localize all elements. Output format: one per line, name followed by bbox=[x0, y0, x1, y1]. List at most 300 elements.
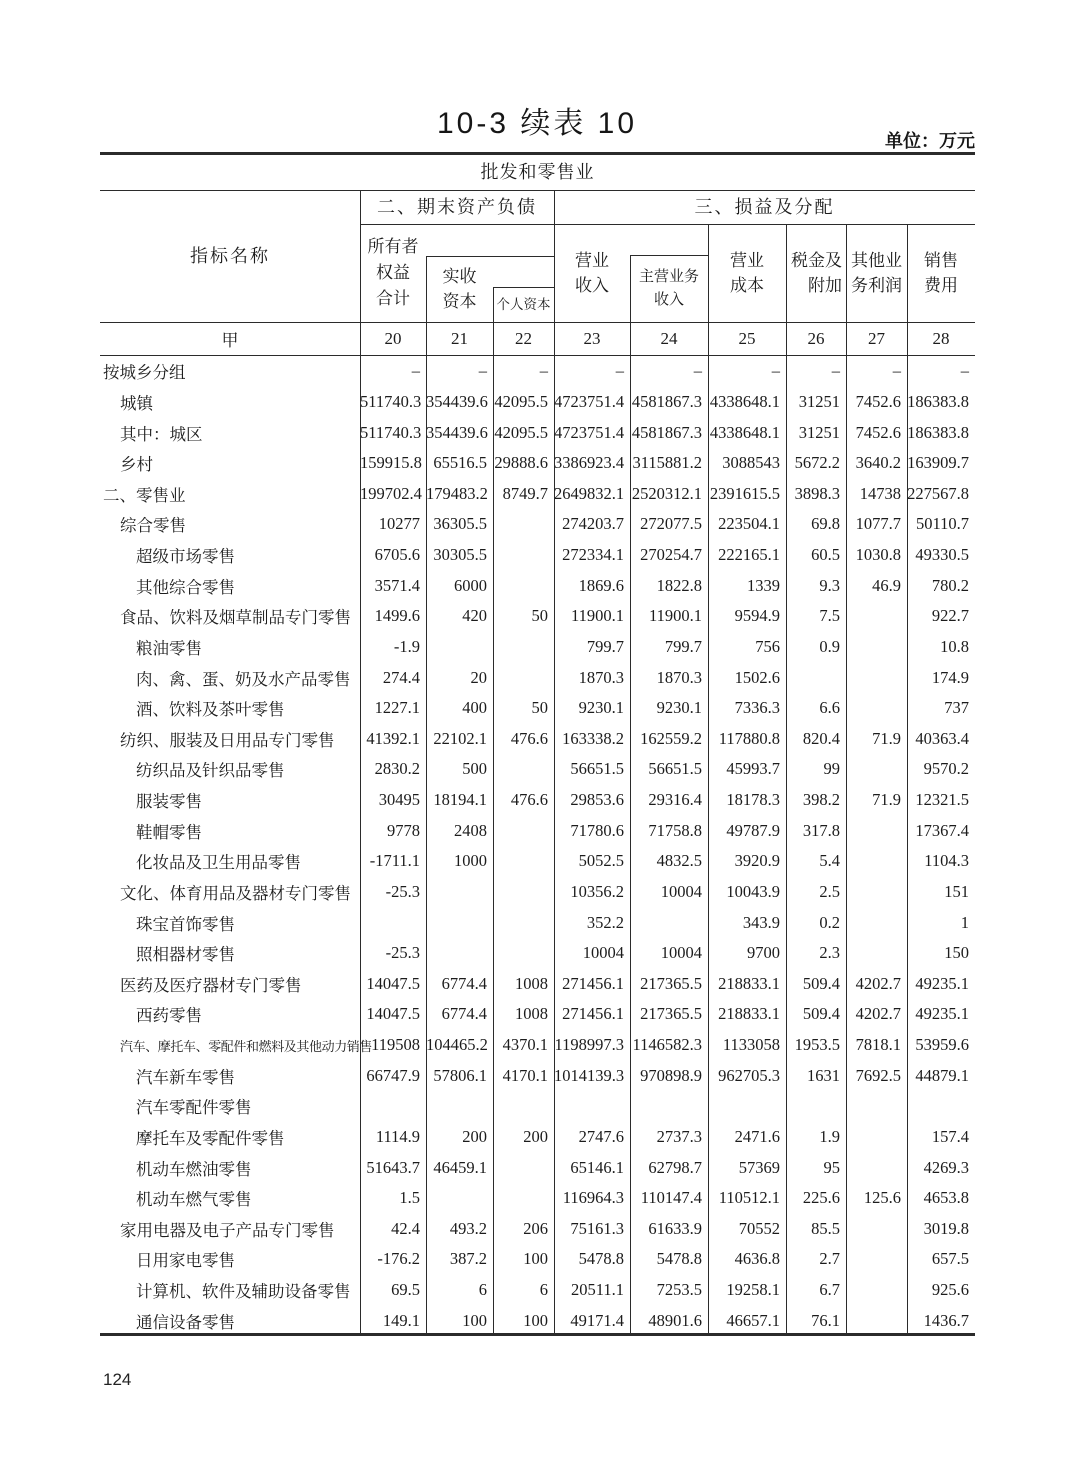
col-header-taxes-surcharges: 税金及 附加 bbox=[791, 251, 842, 295]
value-cell: 1008 bbox=[515, 1004, 548, 1024]
value-cell: 1014139.3 bbox=[554, 1065, 625, 1085]
table-row bbox=[100, 1214, 975, 1245]
value-cell: 2737.3 bbox=[656, 1126, 702, 1146]
value-cell: 509.4 bbox=[802, 973, 840, 993]
row-label: 家用电器及电子产品专门零售 bbox=[120, 1220, 335, 1240]
value-cell: 56651.5 bbox=[648, 759, 702, 779]
value-cell: 420 bbox=[462, 606, 487, 626]
col-header-paidin-capital: 实收 资本 bbox=[442, 267, 477, 311]
value-cell: 1030.8 bbox=[855, 545, 901, 565]
value-cell: 271456.1 bbox=[562, 1004, 624, 1024]
unit-label: 单位：万元 bbox=[885, 131, 975, 151]
value-cell: 206 bbox=[523, 1218, 548, 1238]
table-row bbox=[100, 815, 975, 846]
value-cell: 1198997.3 bbox=[554, 1035, 624, 1055]
value-cell: 222165.1 bbox=[718, 545, 780, 565]
value-cell: 5052.5 bbox=[578, 851, 624, 871]
code-26: 26 bbox=[807, 328, 825, 348]
value-cell: 76.1 bbox=[811, 1310, 840, 1330]
value-cell: 4338648.1 bbox=[709, 422, 780, 442]
value-cell: 970898.9 bbox=[640, 1065, 702, 1085]
value-cell: 511740.3 bbox=[360, 391, 422, 411]
row-label: 通信设备零售 bbox=[136, 1312, 235, 1332]
table-body bbox=[100, 356, 975, 1336]
row-label: 汽车、摩托车、零配件和燃料及其他动力销售 bbox=[120, 1038, 373, 1054]
col-header-other-business-profit: 其他业 务利润 bbox=[851, 251, 902, 295]
value-cell: 2830.2 bbox=[374, 759, 420, 779]
row-label: 珠宝首饰零售 bbox=[136, 914, 235, 934]
table-row bbox=[100, 662, 975, 693]
value-cell: 42095.5 bbox=[494, 391, 548, 411]
value-cell: 387.2 bbox=[449, 1249, 487, 1269]
value-cell: – bbox=[892, 361, 901, 381]
value-cell: 4170.1 bbox=[502, 1065, 548, 1085]
value-cell: 5478.8 bbox=[578, 1249, 624, 1269]
value-cell: 179483.2 bbox=[426, 483, 488, 503]
value-cell: 493.2 bbox=[449, 1218, 487, 1238]
value-cell: 509.4 bbox=[802, 1004, 840, 1024]
row-label: 酒、饮料及茶叶零售 bbox=[136, 700, 285, 720]
value-cell: 42095.5 bbox=[494, 422, 548, 442]
value-cell: 799.7 bbox=[586, 636, 624, 656]
row-label: 汽车新车零售 bbox=[136, 1067, 235, 1087]
value-cell: 3386923.4 bbox=[554, 453, 625, 473]
value-cell: 9.3 bbox=[819, 575, 840, 595]
value-cell: 69.5 bbox=[391, 1280, 420, 1300]
value-cell: 48901.6 bbox=[648, 1310, 702, 1330]
value-cell: 272334.1 bbox=[562, 545, 624, 565]
value-cell: – bbox=[831, 361, 840, 381]
value-cell: 65146.1 bbox=[570, 1157, 624, 1177]
value-cell: 398.2 bbox=[802, 790, 840, 810]
value-cell: 5478.8 bbox=[656, 1249, 702, 1269]
value-cell: 4269.3 bbox=[923, 1157, 969, 1177]
value-cell: 657.5 bbox=[931, 1249, 969, 1269]
value-cell: 2.3 bbox=[819, 943, 840, 963]
value-cell: 3640.2 bbox=[855, 453, 901, 473]
value-cell: 511740.3 bbox=[360, 422, 422, 442]
value-cell: 271456.1 bbox=[562, 973, 624, 993]
value-cell: 8749.7 bbox=[502, 483, 548, 503]
table-row bbox=[100, 693, 975, 724]
value-cell: 53959.6 bbox=[915, 1035, 969, 1055]
value-cell: 100 bbox=[523, 1249, 548, 1269]
value-cell: 4202.7 bbox=[855, 973, 901, 993]
value-cell: 2471.6 bbox=[734, 1126, 780, 1146]
value-cell: 1953.5 bbox=[794, 1035, 840, 1055]
value-cell: 9230.1 bbox=[578, 698, 624, 718]
value-cell: 186383.8 bbox=[907, 391, 969, 411]
value-cell: 45993.7 bbox=[726, 759, 780, 779]
row-label: 机动车燃气零售 bbox=[136, 1190, 252, 1210]
value-cell: 354439.6 bbox=[426, 391, 488, 411]
value-cell: 36305.5 bbox=[433, 514, 487, 534]
row-label: 汽车零配件零售 bbox=[136, 1098, 252, 1118]
value-cell: 1008 bbox=[515, 973, 548, 993]
row-label: 服装零售 bbox=[136, 792, 202, 812]
value-cell: 7818.1 bbox=[855, 1035, 901, 1055]
value-cell: 9778 bbox=[387, 820, 420, 840]
value-cell: 1822.8 bbox=[656, 575, 702, 595]
value-cell: 125.6 bbox=[863, 1188, 901, 1208]
value-cell: 51643.7 bbox=[366, 1157, 420, 1177]
row-label: 食品、饮料及烟草制品专门零售 bbox=[120, 608, 351, 628]
table-row bbox=[100, 1091, 975, 1122]
value-cell: 1146582.3 bbox=[632, 1035, 702, 1055]
table-row bbox=[100, 509, 975, 540]
value-cell: 9230.1 bbox=[656, 698, 702, 718]
value-cell: 2520312.1 bbox=[631, 483, 702, 503]
value-cell: 46657.1 bbox=[726, 1310, 780, 1330]
value-cell: 100 bbox=[462, 1310, 487, 1330]
value-cell: 354439.6 bbox=[426, 422, 488, 442]
value-cell: 476.6 bbox=[510, 728, 548, 748]
row-label: 摩托车及零配件零售 bbox=[136, 1128, 285, 1148]
col-header-selling-expenses: 销售 费用 bbox=[924, 251, 958, 295]
value-cell: 199702.4 bbox=[360, 483, 422, 503]
value-cell: 14738 bbox=[859, 483, 901, 503]
value-cell: 2.5 bbox=[819, 881, 840, 901]
value-cell: 4338648.1 bbox=[709, 391, 780, 411]
value-cell: 49171.4 bbox=[570, 1310, 624, 1330]
value-cell: -1.9 bbox=[393, 636, 420, 656]
value-cell: 1870.3 bbox=[578, 667, 624, 687]
page-number: 124 bbox=[103, 1370, 132, 1389]
value-cell: 218833.1 bbox=[718, 973, 780, 993]
code-stub: 甲 bbox=[221, 331, 239, 350]
code-27: 27 bbox=[868, 328, 885, 348]
value-cell: 71758.8 bbox=[648, 820, 702, 840]
value-cell: 1 bbox=[960, 912, 969, 932]
value-cell: 6000 bbox=[454, 575, 487, 595]
row-label: 综合零售 bbox=[120, 516, 186, 536]
value-cell: 270254.7 bbox=[640, 545, 702, 565]
value-cell: 4723751.4 bbox=[554, 391, 625, 411]
value-cell: 0.9 bbox=[819, 636, 840, 656]
value-cell: -176.2 bbox=[377, 1249, 420, 1269]
code-23: 23 bbox=[583, 328, 601, 348]
value-cell: 149.1 bbox=[382, 1310, 420, 1330]
row-label: 医药及医疗器材专门零售 bbox=[120, 975, 302, 995]
table-row bbox=[100, 938, 975, 969]
value-cell: 820.4 bbox=[802, 728, 840, 748]
value-cell: 6705.6 bbox=[374, 545, 420, 565]
value-cell: 57806.1 bbox=[433, 1065, 487, 1085]
value-cell: 3088543 bbox=[722, 453, 780, 473]
value-cell: 14047.5 bbox=[366, 1004, 420, 1024]
value-cell: 2747.6 bbox=[578, 1126, 624, 1146]
col-header-operating-cost: 营业 成本 bbox=[730, 251, 764, 295]
value-cell: 65516.5 bbox=[433, 453, 487, 473]
row-label: 纺织、服装及日用品专门零售 bbox=[120, 730, 335, 750]
table-row bbox=[100, 540, 975, 571]
table-row bbox=[100, 1244, 975, 1275]
value-cell: 85.5 bbox=[811, 1218, 840, 1238]
table-row bbox=[100, 1183, 975, 1214]
value-cell: 1077.7 bbox=[855, 514, 901, 534]
value-cell: 200 bbox=[523, 1126, 548, 1146]
value-cell: 3571.4 bbox=[374, 575, 420, 595]
value-cell: 1631 bbox=[807, 1065, 840, 1085]
value-cell: 163909.7 bbox=[907, 453, 969, 473]
value-cell: 159915.8 bbox=[360, 453, 422, 473]
row-label: 计算机、软件及辅助设备零售 bbox=[136, 1282, 351, 1302]
value-cell: 2408 bbox=[454, 820, 487, 840]
value-cell: 60.5 bbox=[811, 545, 840, 565]
value-cell: 6.6 bbox=[819, 698, 840, 718]
value-cell: 6 bbox=[478, 1280, 487, 1300]
value-cell: 49235.1 bbox=[915, 973, 969, 993]
value-cell: 2.7 bbox=[819, 1249, 840, 1269]
value-cell: 10.8 bbox=[940, 636, 969, 656]
row-label: 粮油零售 bbox=[136, 638, 202, 658]
col-header-personal-capital: 个人资本 bbox=[496, 297, 551, 312]
value-cell: 10004 bbox=[582, 943, 624, 963]
code-25: 25 bbox=[738, 328, 756, 348]
value-cell: 50110.7 bbox=[915, 514, 969, 534]
value-cell: 61633.9 bbox=[648, 1218, 702, 1238]
value-cell: 200 bbox=[462, 1126, 487, 1146]
value-cell: 30305.5 bbox=[433, 545, 487, 565]
value-cell: 3898.3 bbox=[794, 483, 840, 503]
value-cell: 4723751.4 bbox=[554, 422, 625, 442]
value-cell: 70552 bbox=[738, 1218, 780, 1238]
value-cell: 50 bbox=[531, 698, 548, 718]
value-cell: 962705.3 bbox=[718, 1065, 780, 1085]
value-cell: 11900.1 bbox=[648, 606, 702, 626]
value-cell: 71.9 bbox=[872, 790, 901, 810]
value-cell: 6774.4 bbox=[441, 1004, 487, 1024]
value-cell: 7253.5 bbox=[656, 1280, 702, 1300]
value-cell: 41392.1 bbox=[366, 728, 420, 748]
value-cell: 50 bbox=[531, 606, 548, 626]
value-cell: 7452.6 bbox=[855, 391, 901, 411]
value-cell: 49330.5 bbox=[915, 545, 969, 565]
value-cell: 163338.2 bbox=[562, 728, 624, 748]
table-row bbox=[100, 479, 975, 510]
value-cell: – bbox=[478, 361, 487, 381]
value-cell: 20511.1 bbox=[570, 1280, 624, 1300]
table-row bbox=[100, 1275, 975, 1306]
row-label: 化妆品及卫生用品零售 bbox=[136, 853, 301, 873]
table-row bbox=[100, 877, 975, 908]
value-cell: 9594.9 bbox=[734, 606, 780, 626]
table-row bbox=[100, 570, 975, 601]
value-cell: 151 bbox=[944, 881, 969, 901]
value-cell: 4581867.3 bbox=[631, 391, 702, 411]
table-row bbox=[100, 724, 975, 755]
value-cell: 2391615.5 bbox=[709, 483, 780, 503]
statistics-table bbox=[100, 152, 975, 1336]
value-cell: 500 bbox=[462, 759, 487, 779]
value-cell: 476.6 bbox=[510, 790, 548, 810]
value-cell: 66747.9 bbox=[366, 1065, 420, 1085]
value-cell: 1.9 bbox=[819, 1126, 840, 1146]
value-cell: 42.4 bbox=[391, 1218, 420, 1238]
value-cell: 352.2 bbox=[586, 912, 624, 932]
row-label: 其他综合零售 bbox=[136, 577, 235, 597]
value-cell: 100 bbox=[523, 1310, 548, 1330]
value-cell: 150 bbox=[944, 943, 969, 963]
stub-header: 指标名称 bbox=[190, 245, 270, 266]
value-cell: 40363.4 bbox=[915, 728, 969, 748]
value-cell: 0.2 bbox=[819, 912, 840, 932]
value-cell: 75161.3 bbox=[570, 1218, 624, 1238]
table-row bbox=[100, 387, 975, 418]
row-label: 二、零售业 bbox=[103, 485, 186, 505]
value-cell: 6774.4 bbox=[441, 973, 487, 993]
value-cell: 1502.6 bbox=[734, 667, 780, 687]
value-cell: 2649832.1 bbox=[554, 483, 625, 503]
value-cell: 1499.6 bbox=[374, 606, 420, 626]
value-cell: 756 bbox=[755, 636, 780, 656]
table-row bbox=[100, 1305, 975, 1336]
value-cell: 104465.2 bbox=[426, 1035, 488, 1055]
value-cell: 925.6 bbox=[931, 1280, 969, 1300]
value-cell: 116964.3 bbox=[562, 1188, 624, 1208]
value-cell: 7336.3 bbox=[734, 698, 780, 718]
row-label: 其中：城区 bbox=[120, 424, 203, 444]
value-cell: 274.4 bbox=[382, 667, 420, 687]
value-cell: 10004 bbox=[660, 881, 702, 901]
value-cell: 69.8 bbox=[811, 514, 840, 534]
industry-header: 批发和零售业 bbox=[480, 162, 595, 182]
row-label: 文化、体育用品及器材专门零售 bbox=[120, 883, 351, 903]
table-row bbox=[100, 846, 975, 877]
table-row bbox=[100, 1030, 975, 1061]
table-row bbox=[100, 754, 975, 785]
value-cell: 737 bbox=[944, 698, 969, 718]
value-cell: – bbox=[771, 361, 780, 381]
value-cell: 20 bbox=[470, 667, 487, 687]
table-row bbox=[100, 1060, 975, 1091]
value-cell: 6 bbox=[539, 1280, 548, 1300]
value-cell: 29316.4 bbox=[648, 790, 702, 810]
value-cell: 922.7 bbox=[931, 606, 969, 626]
value-cell: 1133058 bbox=[722, 1035, 780, 1055]
value-cell: 217365.5 bbox=[640, 1004, 702, 1024]
table-row bbox=[100, 448, 975, 479]
value-cell: 57369 bbox=[738, 1157, 780, 1177]
value-cell: 4581867.3 bbox=[631, 422, 702, 442]
value-cell: 49235.1 bbox=[915, 1004, 969, 1024]
value-cell: 343.9 bbox=[742, 912, 780, 932]
table-row bbox=[100, 907, 975, 938]
value-cell: 10043.9 bbox=[726, 881, 780, 901]
value-cell: 3115881.2 bbox=[632, 453, 702, 473]
value-cell: 400 bbox=[462, 698, 487, 718]
row-label: 机动车燃油零售 bbox=[136, 1159, 252, 1179]
table-row bbox=[100, 1152, 975, 1183]
table-row bbox=[100, 1122, 975, 1153]
table-row bbox=[100, 999, 975, 1030]
value-cell: 274203.7 bbox=[562, 514, 624, 534]
row-label: 西药零售 bbox=[136, 1006, 202, 1026]
value-cell: 4653.8 bbox=[923, 1188, 969, 1208]
code-20: 20 bbox=[384, 328, 402, 348]
row-label: 照相器材零售 bbox=[136, 945, 235, 965]
value-cell: 71780.6 bbox=[570, 820, 624, 840]
value-cell: 22102.1 bbox=[433, 728, 487, 748]
table-row bbox=[100, 356, 975, 387]
value-cell: 272077.5 bbox=[640, 514, 702, 534]
value-cell: 18178.3 bbox=[726, 790, 780, 810]
table-row bbox=[100, 417, 975, 448]
col-header-operating-revenue: 营业 收入 bbox=[575, 251, 609, 295]
value-cell: 18194.1 bbox=[433, 790, 487, 810]
value-cell: 217365.5 bbox=[640, 973, 702, 993]
code-24: 24 bbox=[660, 328, 678, 348]
table-row bbox=[100, 632, 975, 663]
value-cell: 29888.6 bbox=[494, 453, 548, 473]
value-cell: – bbox=[411, 361, 420, 381]
value-cell: 10004 bbox=[660, 943, 702, 963]
value-cell: 157.4 bbox=[931, 1126, 969, 1146]
value-cell: 71.9 bbox=[872, 728, 901, 748]
value-cell: 1.5 bbox=[399, 1188, 420, 1208]
value-cell: 1104.3 bbox=[924, 851, 969, 871]
row-label: 鞋帽零售 bbox=[136, 822, 202, 842]
value-cell: 1339 bbox=[747, 575, 780, 595]
value-cell: 31251 bbox=[798, 391, 840, 411]
value-cell: 11900.1 bbox=[570, 606, 624, 626]
row-label: 日用家电零售 bbox=[136, 1251, 235, 1271]
value-cell: 1000 bbox=[454, 851, 487, 871]
value-cell: 10356.2 bbox=[570, 881, 624, 901]
row-label: 按城乡分组 bbox=[103, 363, 186, 383]
value-cell: 7692.5 bbox=[855, 1065, 901, 1085]
value-cell: – bbox=[960, 361, 969, 381]
value-cell: 99 bbox=[823, 759, 840, 779]
value-cell: 4370.1 bbox=[502, 1035, 548, 1055]
value-cell: 4636.8 bbox=[734, 1249, 780, 1269]
value-cell: 223504.1 bbox=[718, 514, 780, 534]
value-cell: 4832.5 bbox=[656, 851, 702, 871]
value-cell: 3920.9 bbox=[734, 851, 780, 871]
value-cell: 174.9 bbox=[931, 667, 969, 687]
code-28: 28 bbox=[932, 328, 950, 348]
table-row bbox=[100, 785, 975, 816]
value-cell: 46459.1 bbox=[433, 1157, 487, 1177]
value-cell: 29853.6 bbox=[570, 790, 624, 810]
value-cell: 6.7 bbox=[819, 1280, 840, 1300]
value-cell: 117880.8 bbox=[718, 728, 780, 748]
value-cell: 1114.9 bbox=[375, 1126, 420, 1146]
value-cell: 62798.7 bbox=[648, 1157, 702, 1177]
value-cell: 12321.5 bbox=[915, 790, 969, 810]
col-header-owner-equity: 所有者 权益 合计 bbox=[367, 237, 419, 308]
value-cell: 49787.9 bbox=[726, 820, 780, 840]
value-cell: -1711.1 bbox=[369, 851, 420, 871]
value-cell: 218833.1 bbox=[718, 1004, 780, 1024]
value-cell: 780.2 bbox=[931, 575, 969, 595]
value-cell: 110147.4 bbox=[640, 1188, 702, 1208]
value-cell: 10277 bbox=[378, 514, 420, 534]
row-label: 乡村 bbox=[120, 455, 153, 475]
value-cell: 1870.3 bbox=[656, 667, 702, 687]
value-cell: 227567.8 bbox=[907, 483, 969, 503]
value-cell: 162559.2 bbox=[640, 728, 702, 748]
value-cell: 1869.6 bbox=[578, 575, 624, 595]
value-cell: 3019.8 bbox=[923, 1218, 969, 1238]
value-cell: 31251 bbox=[798, 422, 840, 442]
value-cell: 4202.7 bbox=[855, 1004, 901, 1024]
row-label: 超级市场零售 bbox=[136, 547, 235, 567]
value-cell: 9570.2 bbox=[923, 759, 969, 779]
value-cell: 317.8 bbox=[802, 820, 840, 840]
col-header-main-business-revenue: 主营业务 收入 bbox=[638, 268, 699, 308]
value-cell: 7.5 bbox=[819, 606, 840, 626]
